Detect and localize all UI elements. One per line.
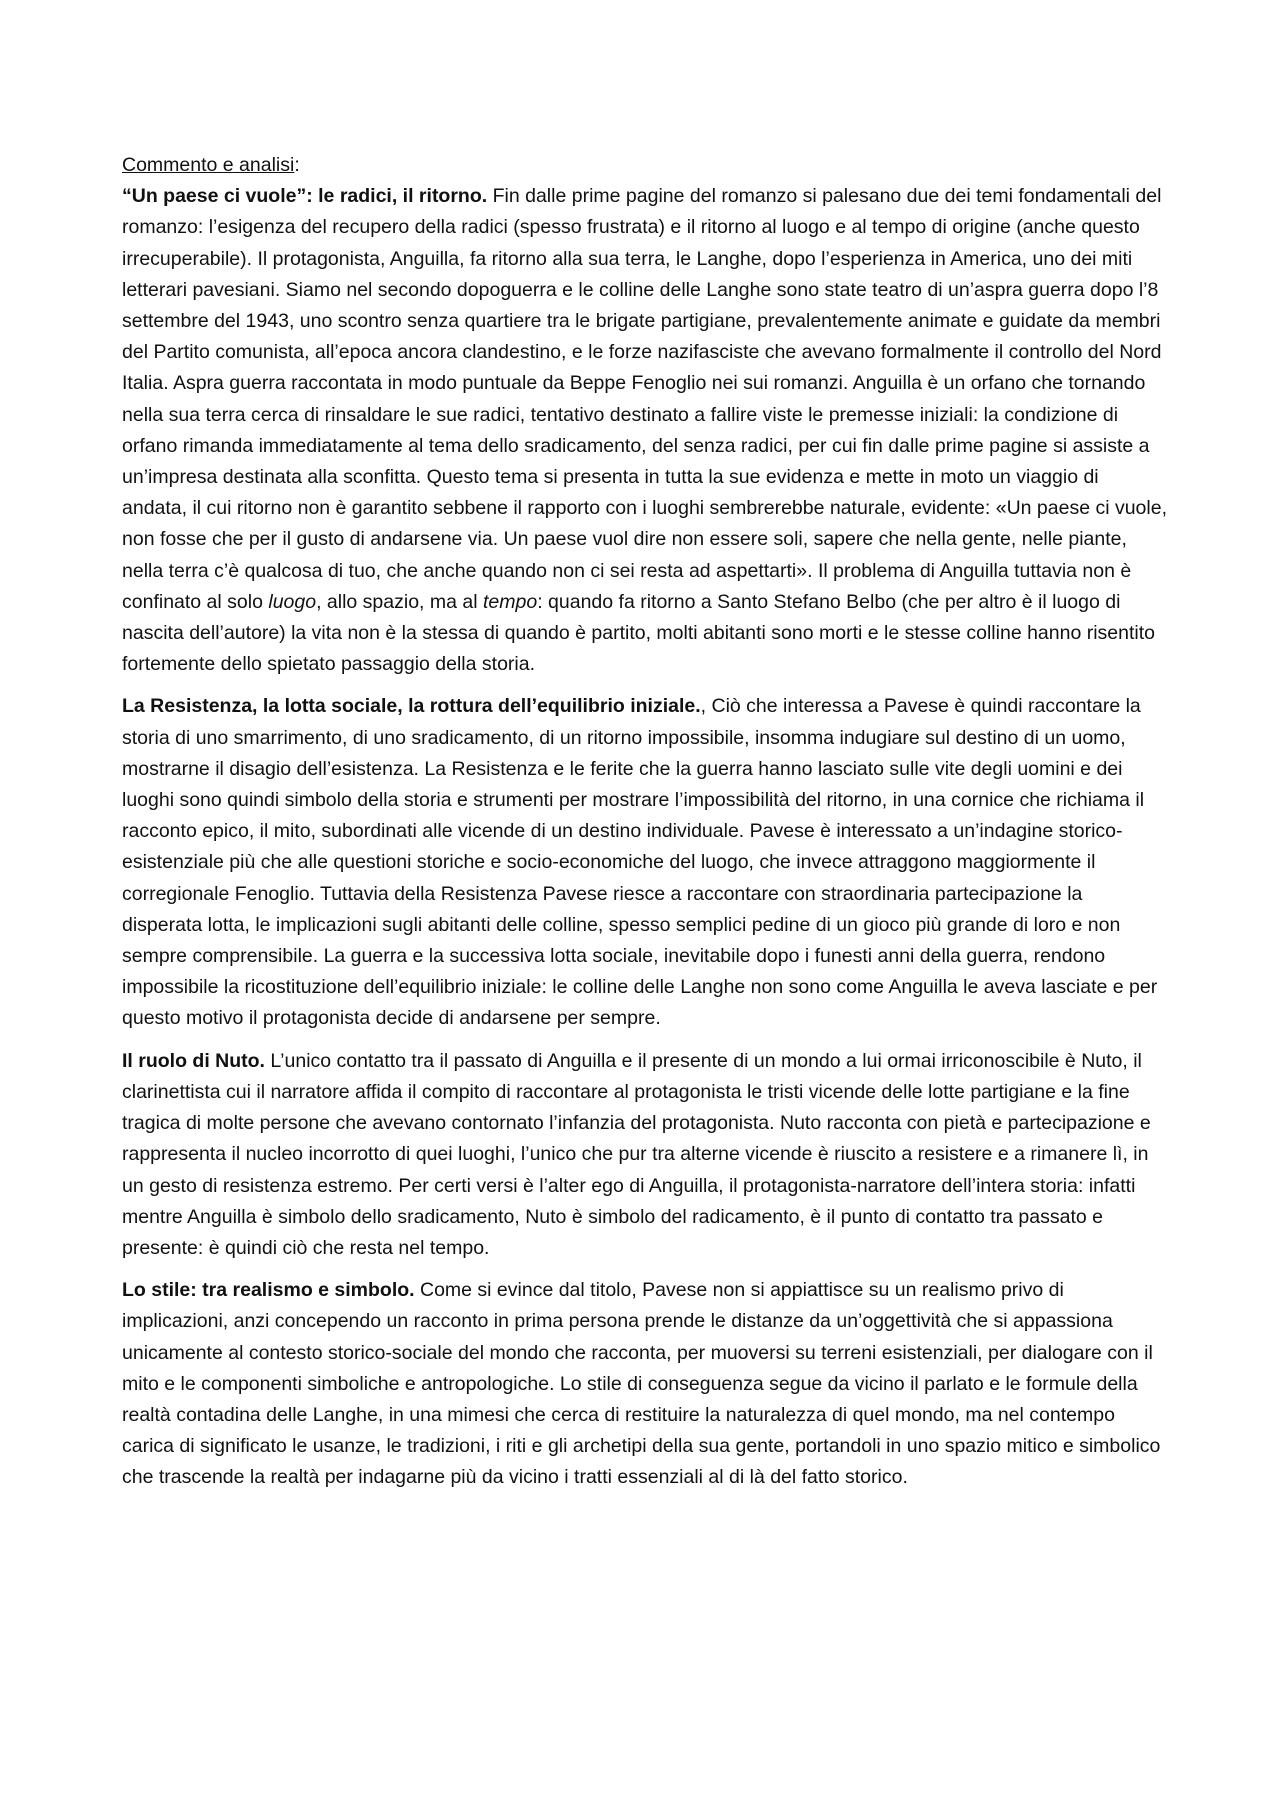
paragraph-text: Fin dalle prime pagine del romanzo si palesano due dei temi fondamentali del romanzo: l’esigenza del recupero della radici (spesso frustrata) e il ritorno al luogo e al tempo di origine (anche questo irrecuperabile). Il protagonista, Anguilla, fa ritorno alla sua terra, le Langhe, dopo l’esperienza in America, uno dei miti letterari pavesiani. Siamo nel secondo dopoguerra e le colline delle Langhe sono state teatro di un’aspra guerra dopo l’8 settembre del 1943, uno scontro senza quartiere tra le brigate partigiane, prevalentemente animate e guidate da membri del Partito comunista, all’epoca ancora clandestino, e le forze nazifasciste che avevano formalmente il controllo del Nord Italia. Aspra guerra raccontata in modo puntuale da Beppe Fenoglio nei sui romanzi. Anguilla è un orfano che tornando nella sua terra cerca di rinsaldare le sue radici, tentativo destinato a fallire viste le premesse iniziali: la condizione di orfano rimanda immediatamente al tema dello sradicamento, del senza radici, per cui fin dalle prime pagine si assiste a un’impresa destinata alla sconfitta. Questo tema si presenta in tutta la sue evidenza e mette in moto un viaggio di andata, il cui ritorno non è garantito sebbene il rapporto con i luoghi sembrerebbe naturale, evidente: «Un paese ci vuole, non fosse che per il gusto di andarsene via. Un paese vuol dire non essere soli, sapere che nella gente, nelle piante, nella terra c’è qualcosa di tuo, che anche quando non ci sei resta ad aspettarti». Il problema di Anguilla tuttavia non è confinato al solo — [122, 185, 1168, 613]
paragraph-title: Il ruolo di Nuto. — [122, 1049, 265, 1072]
document-page — [122, 150, 1167, 1505]
paragraph-text: Come si evince dal titolo, Pavese non si appiattisce su un realismo privo di implicazioni, anzi concependo un racconto in prima persona prende le distanze da un’oggettività che si appassiona unicamente al contesto storico-sociale del mondo che racconta, per muoversi su terreni esistenziali, per dialogare con il mito e le componenti simboliche e antropologiche. Lo stile di conseguenza segue da vicino il parlato e le formule della realtà contadina delle Langhe, in una mimesi che cerca di restituire la naturalezza di quel mondo, ma nel contempo carica di significato le usanze, le tradizioni, i riti e gli archetipi della sua gente, portandoli in uno spazio mitico e simbolico che trascende la realtà per indagarne più da vicino i tratti essenziali al di là del fatto storico. — [122, 1279, 1161, 1489]
heading-colon: : — [294, 154, 300, 176]
paragraph-text: , Ciò che interessa a Pavese è quindi raccontare la storia di uno smarrimento, di uno sradicamento, di un ritorno impossibile, insomma indugiare sul destino di un uomo, mostrarne il disagio dell’esistenza. La Resistenza e le ferite che la guerra hanno lasciato sulle vite degli uomini e dei luoghi sono quindi simbolo della storia e strumenti per mostrare l’impossibilità del ritorno, in una cornice che richiama il racconto epico, il mito, subordinati alle vicende di un destino individuale. Pavese è interessato a un’indagine storico-esistenziale più che alle questioni storiche e socio-economiche del luogo, che invece attraggono maggiormente il corregionale Fenoglio. Tuttavia della Resistenza Pavese riesce a raccontare con straordinaria partecipazione la disperata lotta, le implicazioni sugli abitanti delle colline, spesso semplici pedine di un gioco più grande di loro e non sempre comprensibile. La guerra e la successiva lotta sociale, inevitabile dopo i funesti anni della guerra, rendono impossibile la ricostituzione dell’equilibrio iniziale: le colline delle Langhe non sono come Anguilla le aveva lasciate e per questo motivo il protagonista decide di andarsene per sempre. — [122, 695, 1158, 1030]
paragraph-title: La Resistenza, la lotta sociale, la rottura dell’equilibrio iniziale. — [122, 695, 701, 718]
paragraph-nuto — [122, 1046, 1167, 1264]
paragraph-text: , allo spazio, ma al — [316, 590, 483, 613]
paragraph-title: Lo stile: tra realismo e simbolo. — [122, 1279, 415, 1302]
paragraph-resistenza — [122, 691, 1167, 1034]
paragraph-stile — [122, 1275, 1167, 1493]
paragraph-text: L’unico contatto tra il passato di Anguilla e il presente di un mondo a lui ormai irriconoscibile è Nuto, il clarinettista cui il narratore affida il compito di raccontare al protagonista le tristi vicende delle lotte partigiane e la fine tragica di molte persone che avevano contornato l’infanzia del protagonista. Nuto racconta con pietà e partecipazione e rappresenta il nucleo incorrotto di quei luoghi, l’unico che pur tra alterne vicende è riuscito a resistere e a rimanere lì, in un gesto di resistenza estremo. Per certi versi è l’alter ego di Anguilla, il protagonista-narratore dell’intera storia: infatti mentre Anguilla è simbolo dello sradicamento, Nuto è simbolo del radicamento, è il punto di contatto tra passato e presente: è quindi ciò che resta nel tempo. — [122, 1049, 1151, 1259]
section-heading: Commento e analisi — [122, 154, 295, 176]
section-heading-line — [122, 150, 1167, 181]
italic-word-luogo: luogo — [268, 590, 317, 613]
paragraph-title: “Un paese ci vuole”: le radici, il ritorno. — [122, 185, 488, 208]
paragraph-text: : quando fa ritorno a Santo Stefano Belbo (che per altro è il luogo di nascita dell’autore) la vita non è la stessa di quando è partito, molti abitanti sono morti e le stesse colline hanno risentito fortemente dello spietato passaggio della storia. — [122, 590, 1156, 676]
italic-word-tempo: tempo — [483, 590, 538, 613]
paragraph-radici-ritorno — [122, 181, 1167, 680]
